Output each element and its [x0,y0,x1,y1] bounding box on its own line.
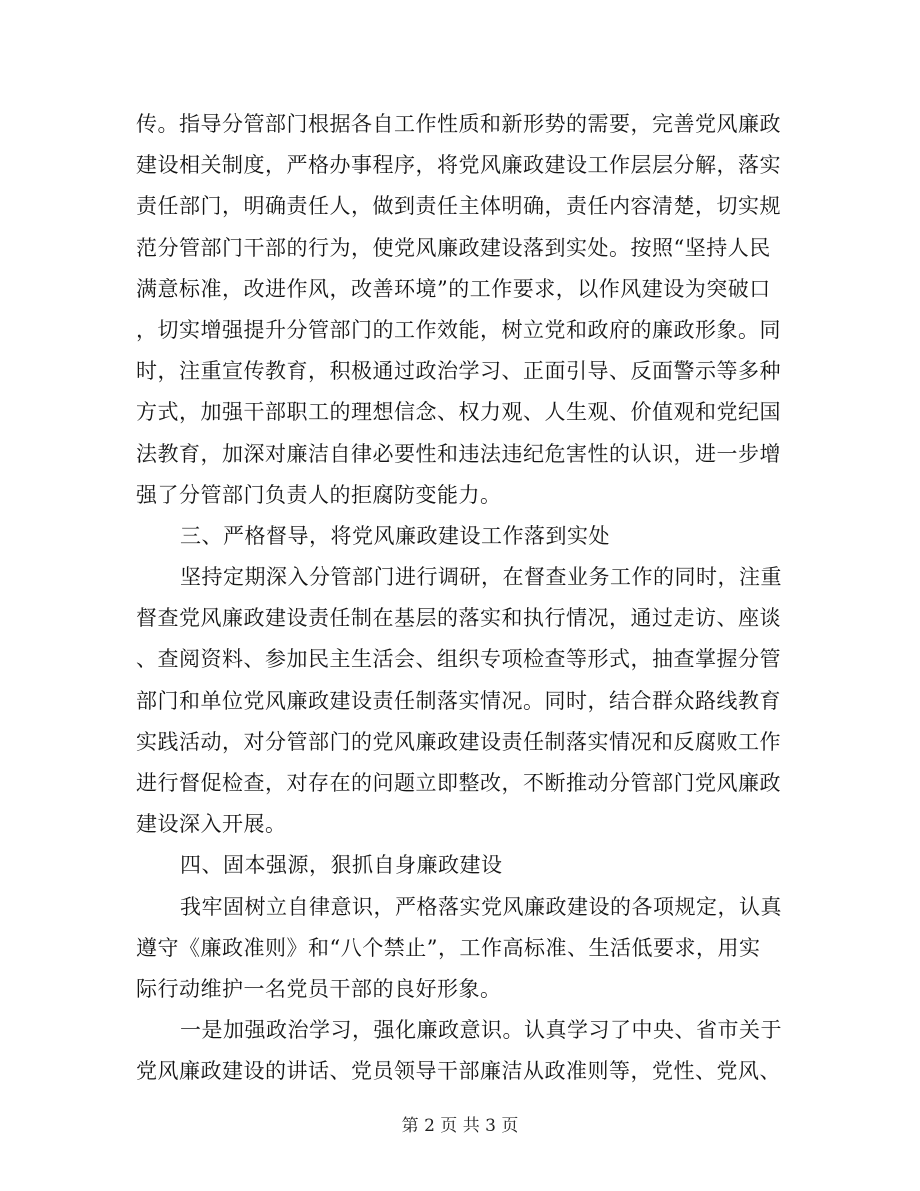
text-line: 遵守《廉政准则》和“八个禁止”，工作高标准、生活低要求，用实 [136,935,761,960]
page-footer [0,1111,920,1136]
text-line: 建设相关制度，严格办事程序，将党风廉政建设工作层层分解，落实 [136,153,781,178]
section-heading: 四、固本强源，狠抓自身廉政建设 [180,853,503,878]
text-line: 方式，加强干部职工的理想信念、权力观、人生观、价值观和党纪国 [136,400,781,425]
text-line: 党风廉政建设的讲话、党员领导干部廉洁从政准则等，党性、党风、 [136,1059,781,1084]
text-line: 建设深入开展。 [136,812,287,837]
text-line: 传。指导分管部门根据各自工作性质和新形势的需要，完善党风廉政 [136,112,781,136]
paragraph-start-line: 坚持定期深入分管部门进行调研，在督查业务工作的同时，注重 [180,565,782,590]
paragraph-start-line: 一是加强政治学习，强化廉政意识。认真学习了中央、省市关于 [180,1018,782,1043]
text-line: 强了分管部门负责人的拒腐防变能力。 [136,482,502,507]
text-line: ，切实增强提升分管部门的工作效能，树立党和政府的廉政形象。同 [136,317,781,342]
text-line: 进行督促检查，对存在的问题立即整改，不断推动分管部门党风廉政 [136,771,781,795]
text-line: 法教育，加深对廉洁自律必要性和违法违纪危害性的认识，进一步增 [136,441,781,466]
text-line: 际行动维护一名党员干部的良好形象。 [136,976,502,1001]
document-body [136,104,784,1093]
section-heading: 三、严格督导，将党风廉政建设工作落到实处 [180,523,610,548]
text-line: 部门和单位党风廉政建设责任制落实情况。同时，结合群众路线教育 [136,688,781,713]
page-number-label: 第 2 页 共 3 页 [401,1116,519,1136]
text-line: 实践活动，对分管部门的党风廉政建设责任制落实情况和反腐败工作 [136,729,781,754]
text-line: 范分管部门干部的行为，使党风廉政建设落到实处。按照“坚持人民 [136,235,771,260]
text-line: 时，注重宣传教育，积极通过政治学习、正面引导、反面警示等多种 [136,359,781,384]
paragraph-start-line: 我牢固树立自律意识，严格落实党风廉政建设的各项规定，认真 [180,894,782,919]
text-line: 责任部门，明确责任人，做到责任主体明确，责任内容清楚，切实规 [136,194,781,219]
text-line: 满意标准，改进作风，改善环境”的工作要求，以作风建设为突破口 [136,276,771,301]
text-line: 、查阅资料、参加民主生活会、组织专项检查等形式，抽查掌握分管 [136,647,781,672]
text-line: 督查党风廉政建设责任制在基层的落实和执行情况，通过走访、座谈 [136,606,781,631]
